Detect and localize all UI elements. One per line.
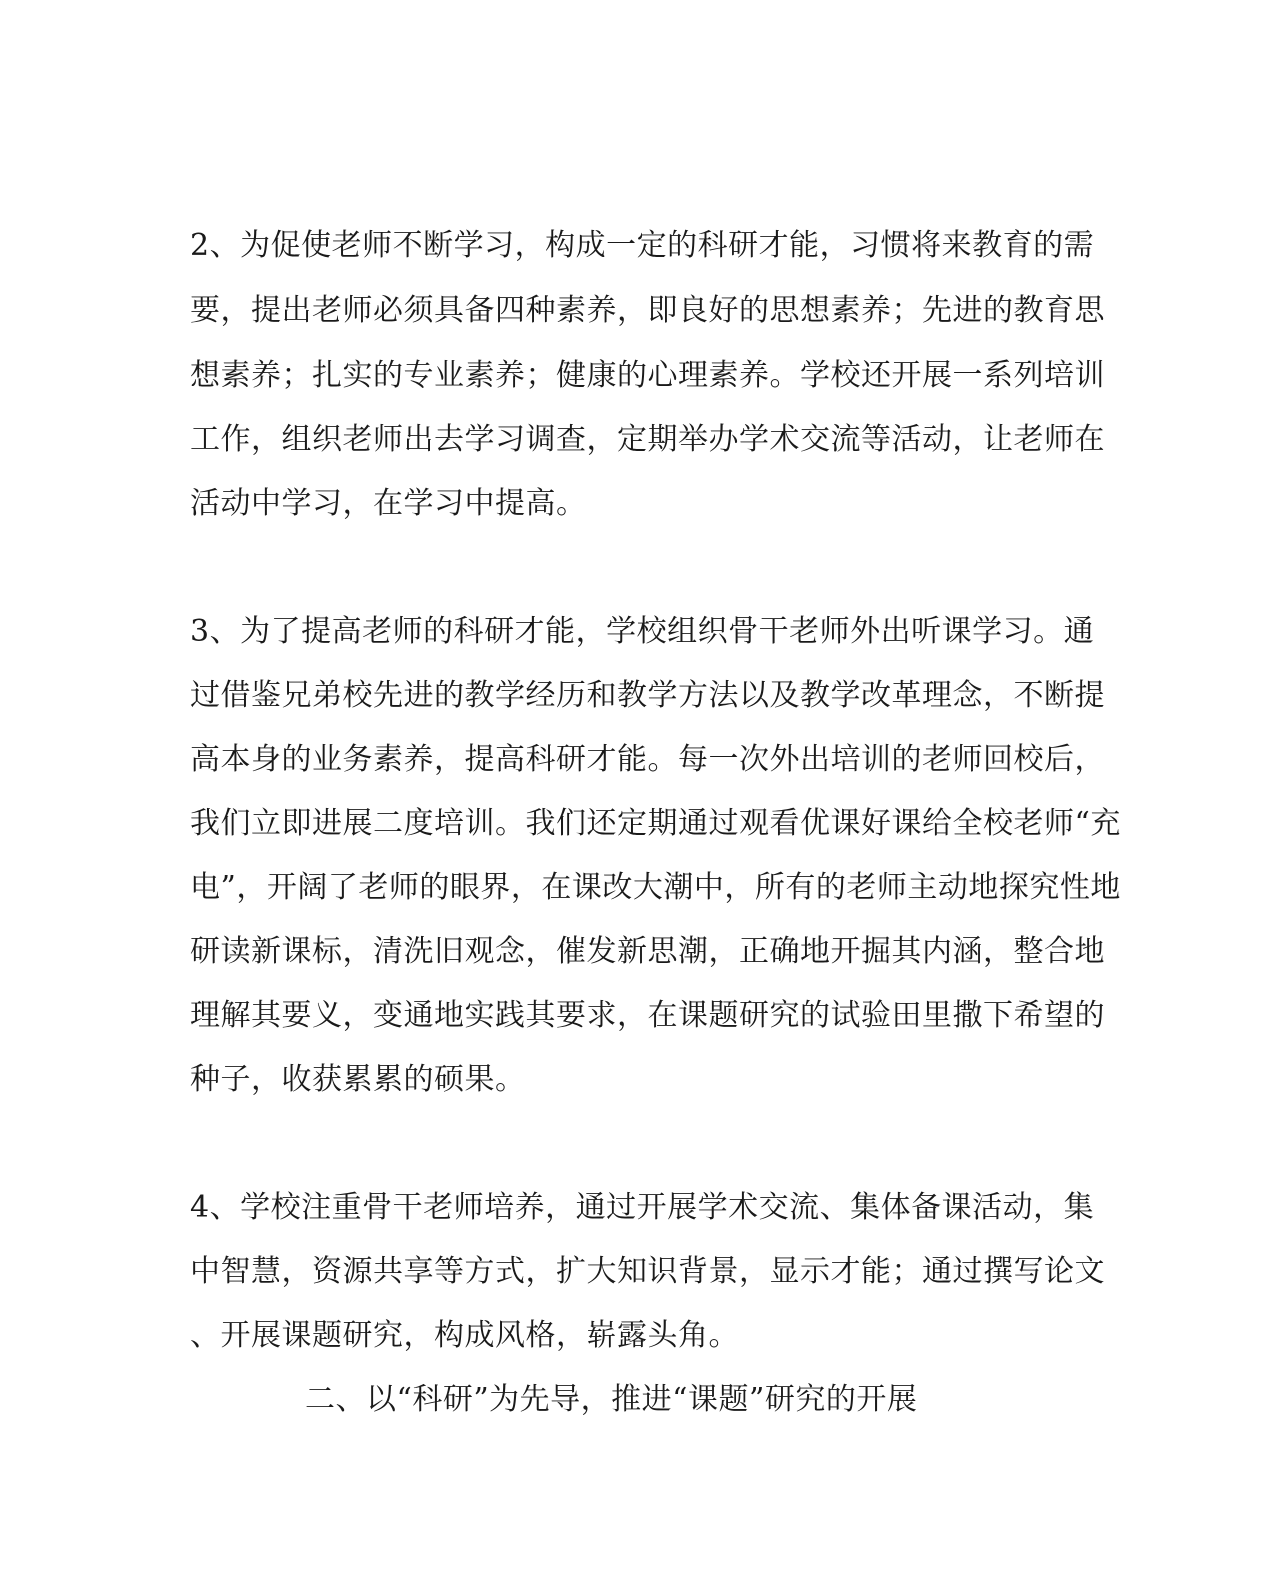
paragraph-line: 我们立即进展二度培训。我们还定期通过观看优课好课给全校老师“充 <box>190 806 1121 841</box>
section-heading: 二、以“科研”为先导，推进“课题”研究的开展 <box>305 1382 918 1417</box>
paragraph-line: 2、为促使老师不断学习，构成一定的科研才能，习惯将来教育的需 <box>190 228 1095 263</box>
paragraph-line: 电”，开阔了老师的眼界，在课改大潮中，所有的老师主动地探究性地 <box>190 870 1121 905</box>
paragraph-line: 4、学校注重骨干老师培养，通过开展学术交流、集体备课活动，集 <box>190 1190 1095 1225</box>
paragraph-line: 活动中学习，在学习中提高。 <box>190 486 587 521</box>
paragraph-line: 工作，组织老师出去学习调查，定期举办学术交流等活动，让老师在 <box>190 422 1105 457</box>
paragraph-line: 、开展课题研究，构成风格，崭露头角。 <box>190 1318 739 1353</box>
paragraph-line: 种子，收获累累的硕果。 <box>190 1062 526 1097</box>
paragraph-line: 3、为了提高老师的科研才能，学校组织骨干老师外出听课学习。通 <box>190 614 1095 649</box>
paragraph-line: 理解其要义，变通地实践其要求，在课题研究的试验田里撒下希望的 <box>190 998 1105 1033</box>
paragraph-line: 要，提出老师必须具备四种素养，即良好的思想素养；先进的教育思 <box>190 293 1105 328</box>
paragraph-line: 高本身的业务素养，提高科研才能。每一次外出培训的老师回校后， <box>190 742 1105 777</box>
paragraph-line: 想素养；扎实的专业素养；健康的心理素养。学校还开展一系列培训 <box>190 358 1105 393</box>
paragraph-line: 中智慧，资源共享等方式，扩大知识背景，显示才能；通过撰写论文 <box>190 1254 1105 1289</box>
paragraph-line: 过借鉴兄弟校先进的教学经历和教学方法以及教学改革理念，不断提 <box>190 678 1105 713</box>
paragraph-line: 研读新课标，清洗旧观念，催发新思潮，正确地开掘其内涵，整合地 <box>190 934 1105 969</box>
